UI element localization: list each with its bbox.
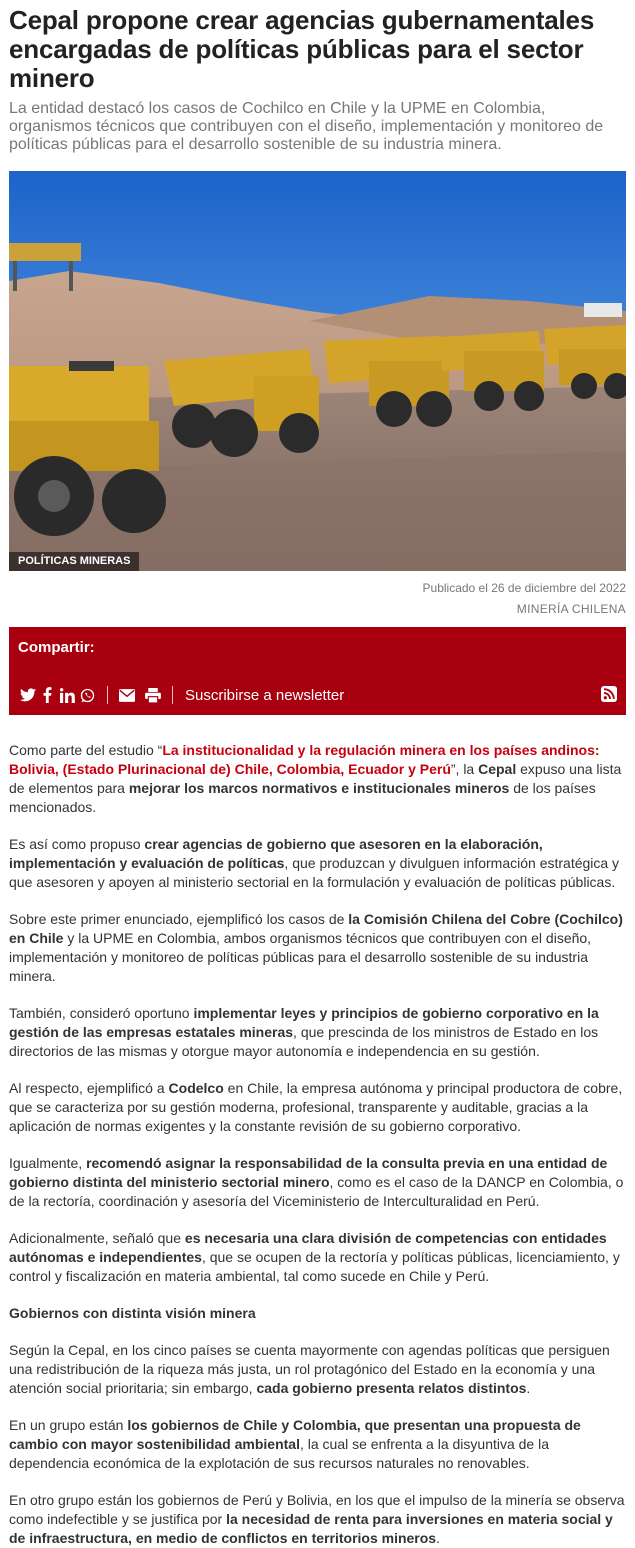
paragraph: Según la Cepal, en los cinco países se cuenta mayormente con agendas políticas que persiguen una redistribución de la riqueza más justa, un rol protagónico del Estado en la economía y una atención social prioritaria; sin embargo, cada gobierno presenta relatos distintos. — [9, 1342, 610, 1396]
newsletter-link[interactable]: Suscribirse a newsletter — [185, 686, 345, 704]
paragraph: En otro grupo están los gobiernos de Perú y Bolivia, en los que el impulso de la minería se observa como indefectible y se justifica por la necesidad de renta para inversiones en materia social y de infraestructura, en medio de conflictos en territorios mineros. — [9, 1492, 625, 1546]
whatsapp-icon[interactable] — [78, 685, 97, 705]
share-label: Compartir: — [18, 639, 95, 656]
article-lead: La entidad destacó los casos de Cochilco en Chile y la UPME en Colombia, organismos técnicos que contribuyen con el diseño, implementación y monitoreo de políticas públicas para el desarrollo sostenible de su industria minera. — [9, 100, 604, 153]
paragraph: Al respecto, ejemplificó a Codelco en Chile, la empresa autónoma y principal productora de cobre, que se caracteriza por su gestión moderna, profesional, transparente y auditable, gracias a la aplicación de normas exigentes y la constante revisión de su gobierno corporativo. — [9, 1080, 623, 1134]
email-icon[interactable] — [117, 685, 136, 705]
article-body — [9, 741, 626, 1548]
facebook-icon[interactable] — [38, 685, 57, 705]
paragraph: Como parte del estudio “La institucionalidad y la regulación minera en los países andinos: Bolivia, (Estado Plurinacional de) Chile, Colombia, Ecuador y Perú”, la Cepal expuso una lista de elementos para mejorar los marcos normativos e institucionales mineros de los países mencionados. — [9, 742, 622, 815]
twitter-icon[interactable] — [18, 685, 37, 705]
rss-icon[interactable] — [601, 686, 617, 702]
paragraph: También, consideró oportuno implementar leyes y principios de gobierno corporativo en la gestión de las empresas estatales mineras, que prescinda de los ministros de Estado en los directorios de las mismas y otorgue mayor autonomía e independencia en su gestión. — [9, 1005, 599, 1059]
paragraph: Sobre este primer enunciado, ejemplificó los casos de la Comisión Chilena del Cobre (Cochilco) en Chile y la UPME en Colombia, ambos organismos técnicos que contribuyen con el diseño, implementación y monitoreo de políticas públicas para el desarrollo sostenible de su industria minera. — [9, 911, 623, 984]
paragraph: En un grupo están los gobiernos de Chile y Colombia, que presentan una propuesta de cambio con mayor sostenibilidad ambiental, la cual se enfrenta a la disyuntiva de la dependencia económica de la explotación de sus recursos naturales no renovables. — [9, 1417, 581, 1471]
article-title: Cepal propone crear agencias gubernamentales encargadas de políticas públicas para el sector minero — [9, 5, 595, 93]
category-tag[interactable]: POLÍTICAS MINERAS — [9, 552, 139, 571]
linkedin-icon[interactable] — [58, 685, 77, 705]
article-source: MINERÍA CHILENA — [516, 602, 626, 616]
publish-date: Publicado el 26 de diciembre del 2022 — [422, 581, 626, 595]
paragraph: Adicionalmente, señaló que es necesaria una clara división de competencias con entidades autónomas e independientes, que se ocupen de la rectoría y políticas públicas, licenciamiento, y control y fiscalización en materia ambiental, tal como sucede en Chile y Perú. — [9, 1230, 620, 1284]
paragraph: Igualmente, recomendó asignar la responsabilidad de la consulta previa en una entidad de gobierno distinta del ministerio sectorial minero, como es el caso de la DANCP en Colombia, o de la rectoría, coordinación y asesoría del Viceministerio de Interculturalidad en Perú. — [9, 1155, 624, 1209]
share-bar — [9, 627, 626, 715]
divider — [107, 686, 108, 704]
mining-trucks-photo — [9, 171, 626, 571]
share-icons — [18, 684, 344, 706]
print-icon[interactable] — [143, 685, 162, 705]
paragraph: Es así como propuso crear agencias de gobierno que asesoren en la elaboración, implementación y evaluación de políticas, que produzcan y divulguen información estratégica y que asesoren y apoyen al ministerio sectorial en la formulación y evaluación de políticas públicas. — [9, 836, 620, 890]
hero-image[interactable] — [9, 171, 626, 571]
divider — [172, 686, 173, 704]
section-subheading: Gobiernos con distinta visión minera — [9, 1305, 256, 1321]
study-link[interactable]: La institucionalidad y la regulación minera en los países andinos: Bolivia, (Estado Plurinacional de) Chile, Colombia, Ecuador y Perú — [9, 742, 600, 777]
article — [9, 0, 626, 1548]
